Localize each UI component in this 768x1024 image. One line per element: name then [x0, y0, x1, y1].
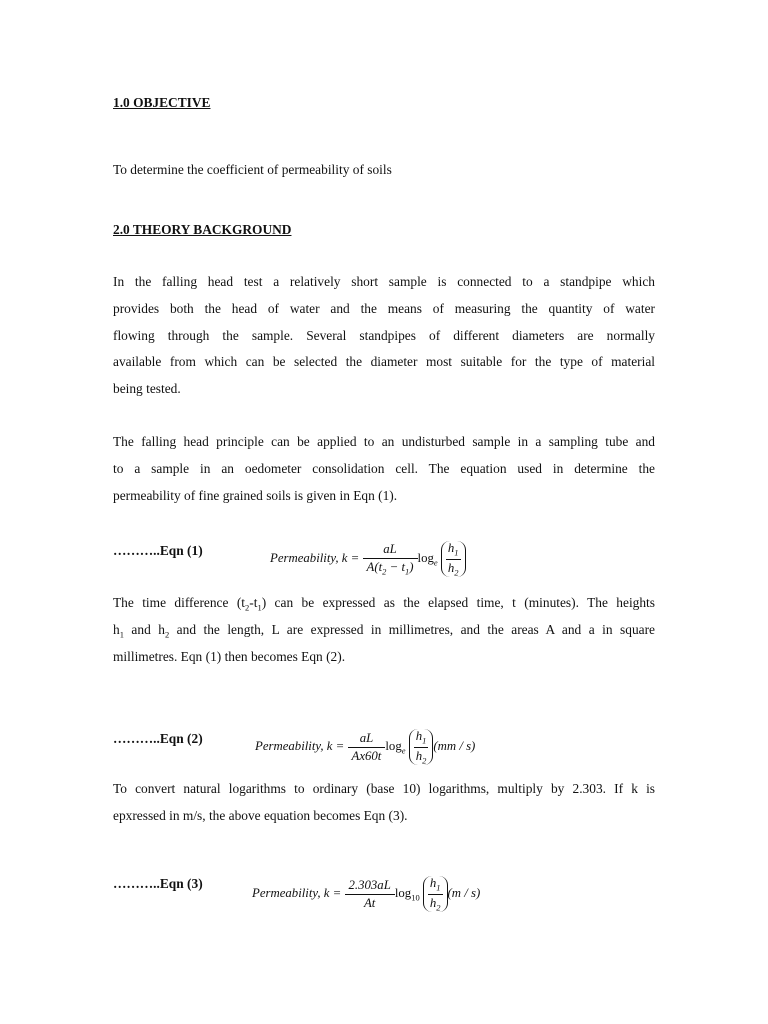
eq2-log: log	[385, 738, 402, 753]
eq1-log: log	[417, 550, 434, 565]
paragraph-line: flowing through the sample. Several standpipes of different diameters are normally	[113, 327, 655, 343]
eq2-ratio: $\frac{h_1}{h_2}$	[409, 729, 434, 765]
eq1-ratio: $\frac{h_1}{h_2}$	[441, 541, 466, 577]
eq2-denominator: Ax60t	[351, 748, 382, 763]
paragraph-line: In the falling head test a relatively short sample is connected to a standpipe which	[113, 274, 655, 289]
paragraph-line: available from which can be selected the diameter most suitable for the type of material	[113, 354, 655, 370]
paragraph-line: being tested.	[113, 381, 181, 397]
eq2-fraction	[348, 731, 386, 764]
section-heading-theory: 2.0 THEORY BACKGROUND	[113, 222, 292, 237]
eq3-log-base: 10	[411, 892, 420, 903]
paragraph-line: $h_1$ and $h_2$ and the length, L are expressed in millimetres, and the areas A and a in square	[113, 621, 655, 640]
eq1-fraction	[363, 542, 418, 577]
paragraph-line: provides both the head of water and the means of measuring the quantity of water	[113, 300, 655, 316]
paragraph-line: The time difference $(t_2-t_1)$ can be expressed as the elapsed time, t (minutes). The heights	[113, 595, 655, 613]
eq2-units: (mm / s)	[433, 738, 476, 753]
eq3-numerator: 2.303aL	[345, 878, 395, 895]
eq3-units: (m / s)	[447, 885, 481, 900]
eq2-lhs: Permeability, k =	[255, 738, 345, 753]
eq3-denominator: At	[363, 895, 376, 910]
paragraph-line: millimetres. Eqn (1) then becomes Eqn (2).	[113, 648, 346, 664]
paragraph-line: to a sample in an oedometer consolidation cell. The equation used in determine the	[113, 460, 655, 476]
paragraph-3	[113, 590, 655, 670]
equation-3-label: ………..Eqn (3)	[113, 876, 203, 891]
equation-3	[252, 876, 480, 912]
equation-2	[255, 729, 475, 765]
eq2-numerator: aL	[348, 731, 386, 748]
section-heading-objective: 1.0 OBJECTIVE	[113, 95, 211, 110]
paragraph-line: The falling head principle can be applied to an undisturbed sample in a sampling tube and	[113, 434, 655, 449]
paragraph-line: epxressed in m/s, the above equation becomes Eqn (3).	[113, 807, 408, 823]
paragraph-4	[113, 776, 655, 830]
eq1-log-base: e	[433, 557, 438, 568]
equation-1	[270, 541, 466, 577]
eq3-ratio: $\frac{h_1}{h_2}$	[423, 876, 448, 912]
theory-paragraph-2	[113, 429, 655, 509]
paragraph-line: To convert natural logarithms to ordinary (base 10) logarithms, multiply by 2.303. If k is	[113, 781, 655, 796]
objective-text: To determine the coefficient of permeability of soils	[113, 162, 392, 177]
eq1-numerator: aL	[363, 542, 418, 559]
equation-1-label: ………..Eqn (1)	[113, 543, 203, 558]
eq2-log-base: e	[401, 745, 406, 756]
eq1-denominator: $A(t_2 - t_1)$	[366, 559, 414, 577]
eq3-lhs: Permeability, k =	[252, 885, 342, 900]
equation-2-label: ………..Eqn (2)	[113, 731, 203, 746]
eq3-log: log	[394, 885, 412, 900]
eq1-lhs: Permeability, k =	[270, 550, 360, 565]
paragraph-line: permeability of fine grained soils is given in Eqn (1).	[113, 487, 398, 503]
eq3-fraction	[345, 878, 395, 911]
theory-paragraph-1	[113, 269, 655, 403]
